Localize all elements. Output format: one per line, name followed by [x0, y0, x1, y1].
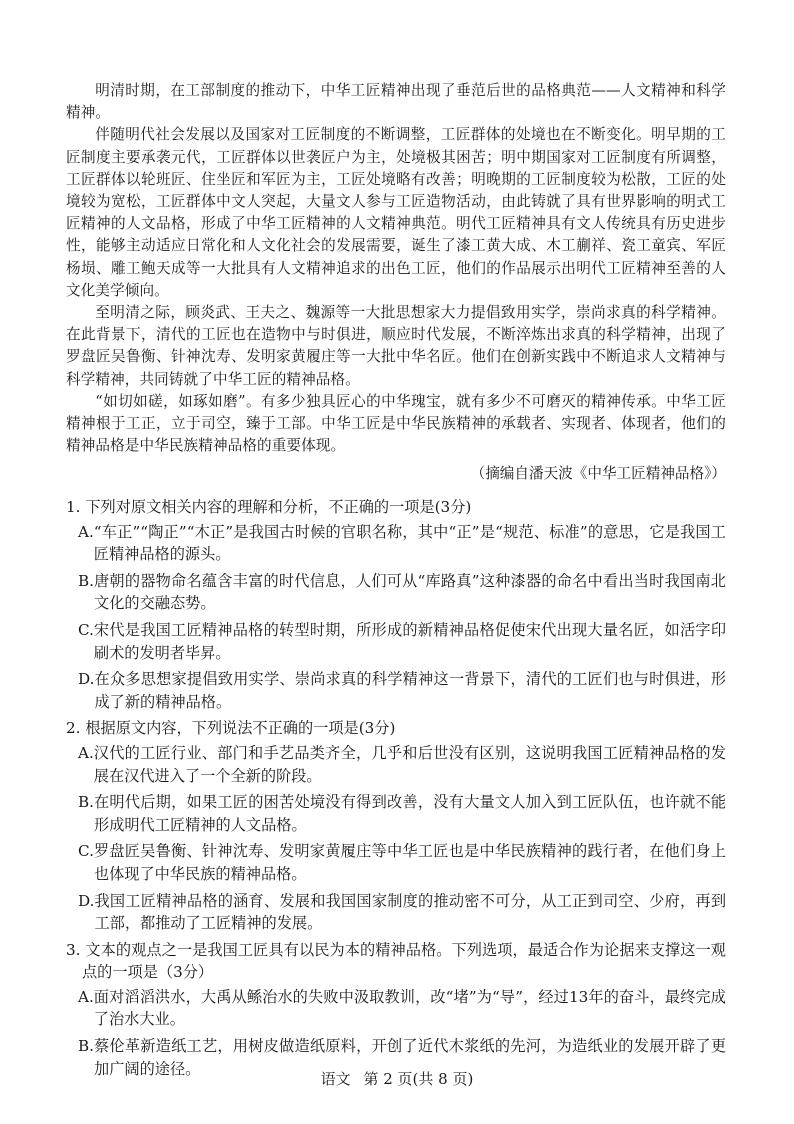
- option-text: 在明代后期，如果工匠的困苦处境没有得到改善，没有大量文人加入到工匠队伍，也许就不能形成明代工匠精神的人文品格。: [94, 793, 726, 834]
- question-stem: 3. 文本的观点之一是我国工匠具有以民为本的精神品格。下列选项，最适合作为论据来支撑这一观点的一项是（3分）: [66, 940, 726, 982]
- option-letter: A.: [78, 743, 94, 762]
- passage-source: （摘编自潘天波《中华工匠精神品格》）: [470, 465, 726, 483]
- passage-paragraph: 至明清之际，顾炎武、王夫之、魏源等一大批思想家大力提倡致用实学，崇尚求真的科学精神。在此背景下，清代的工匠也在造物中与时俱进，顺应时代发展，不断淬炼出求真的科学精神，出现了罗盘匠吴鲁衡、针神沈寿、发明家黄履庄等一大批中华名匠。他们在创新实践中不断追求人文精神与科学精神，共同铸就了中华工匠的精神品格。: [66, 304, 726, 388]
- option-text: 面对滔滔洪水，大禹从鲧治水的失败中汲取教训，改“堵”为“导”，经过13年的奋斗，最终完成了治水大业。: [93, 987, 726, 1029]
- option-c[interactable]: [78, 619, 726, 664]
- passage-paragraph: 伴随明代社会发展以及国家对工匠制度的不断调整，工匠群体的处境也在不断变化。明早期的工匠制度主要承袭元代，工匠群体以世袭匠户为主，处境极其困苦；明中期国家对工匠制度有所调整，工匠群体以轮班匠、住坐匠和军匠为主，工匠处境略有改善；明晚期的工匠制度较为松散，工匠的处境较为宽松，工匠群体中文人突起，大量文人参与工匠造物活动，由此铸就了具有世界影响的明式工匠精神的人文品格，形成了中华工匠精神的人文精神典范。明代工匠精神具有文人传统具有历史进步性，能够主动适应日常化和人文化社会的发展需要，诞生了漆工黄大成、木工蒯祥、瓷工童宾、军匠杨埙、雕工鲍天成等一大批具有人文精神追求的出色工匠，他们的作品展示出明代工匠精神至善的人文化美学倾向。: [66, 126, 726, 299]
- option-text: “车正”“陶正”“木正”是我国古时候的官职名称，其中“正”是“规范、标准”的意思，它是我国工匠精神品格的源头。: [93, 522, 726, 564]
- option-a[interactable]: [78, 986, 726, 1031]
- option-letter: D.: [78, 670, 95, 689]
- option-letter: A.: [78, 987, 94, 1006]
- question-3: [66, 939, 726, 1081]
- option-letter: B.: [78, 793, 94, 812]
- question-1: [66, 496, 726, 713]
- option-a[interactable]: [78, 742, 726, 787]
- option-b[interactable]: [78, 791, 726, 836]
- question-stem: 1. 下列对原文相关内容的理解和分析，不正确的一项是(3分): [66, 498, 472, 516]
- question-2: [66, 717, 726, 934]
- option-text: 宋代是我国工匠精神品格的转型时期，所形成的新精神品格促使宋代出现大量名匠，如活字印刷术的发明者毕昇。: [93, 620, 726, 662]
- option-text: 罗盘匠吴鲁衡、针神沈寿、发明家黄履庄等中华工匠也是中华民族精神的践行者，在他们身上也体现了中华民族的精神品格。: [93, 842, 726, 883]
- option-c[interactable]: [78, 840, 726, 885]
- option-letter: B.: [78, 1037, 94, 1056]
- page-footer: [0, 1068, 794, 1090]
- option-text: 蔡伦革新造纸工艺，用树皮做造纸原料，开创了近代木浆纸的先河，为造纸业的发展开辟了更加广阔的途径。: [94, 1037, 726, 1078]
- option-text: 唐朝的器物命名蕴含丰富的时代信息，人们可从“库路真”这种漆器的命名中看出当时我国南北文化的交融态势。: [94, 571, 726, 613]
- reading-passage: [66, 80, 726, 486]
- option-text: 在众多思想家提倡致用实学、崇尚求真的科学精神这一背景下，清代的工匠们也与时俱进，形成了新的精神品格。: [94, 670, 726, 711]
- option-text: 我国工匠精神品格的涵育、发展和我国国家制度的推动密不可分，从工正到司空、少府，再到工部，都推动了工匠精神的发展。: [94, 891, 726, 933]
- passage-paragraph: 明清时期，在工部制度的推动下，中华工匠精神出现了垂范后世的品格典范——人文精神和科学精神。: [66, 82, 726, 122]
- footer-subject: 语文: [320, 1070, 351, 1088]
- option-b[interactable]: [78, 570, 726, 615]
- passage-paragraph: “如切如磋，如琢如磨”。有多少独具匠心的中华瑰宝，就有多少不可磨灭的精神传承。中华工匠精神根于工正，立于司空，臻于工部。中华工匠是中华民族精神的承载者、实现者、体现者，他们的精神品格是中华民族精神品格的重要体现。: [66, 392, 726, 455]
- footer-page-number: 第 2 页(共 8 页): [363, 1070, 474, 1088]
- question-list: [66, 496, 726, 1084]
- option-d[interactable]: [78, 890, 726, 935]
- option-letter: A.: [78, 522, 94, 541]
- option-a[interactable]: [78, 521, 726, 566]
- option-letter: C.: [78, 620, 94, 639]
- option-d[interactable]: [78, 668, 726, 713]
- option-text: 汉代的工匠行业、部门和手艺品类齐全，几乎和后世没有区别，这说明我国工匠精神品格的发展在汉代进入了一个全新的阶段。: [93, 743, 726, 785]
- question-stem: 2. 根据原文内容，下列说法不正确的一项是(3分): [66, 719, 396, 738]
- option-letter: D.: [78, 891, 95, 910]
- option-letter: C.: [78, 842, 94, 861]
- option-letter: B.: [78, 571, 94, 590]
